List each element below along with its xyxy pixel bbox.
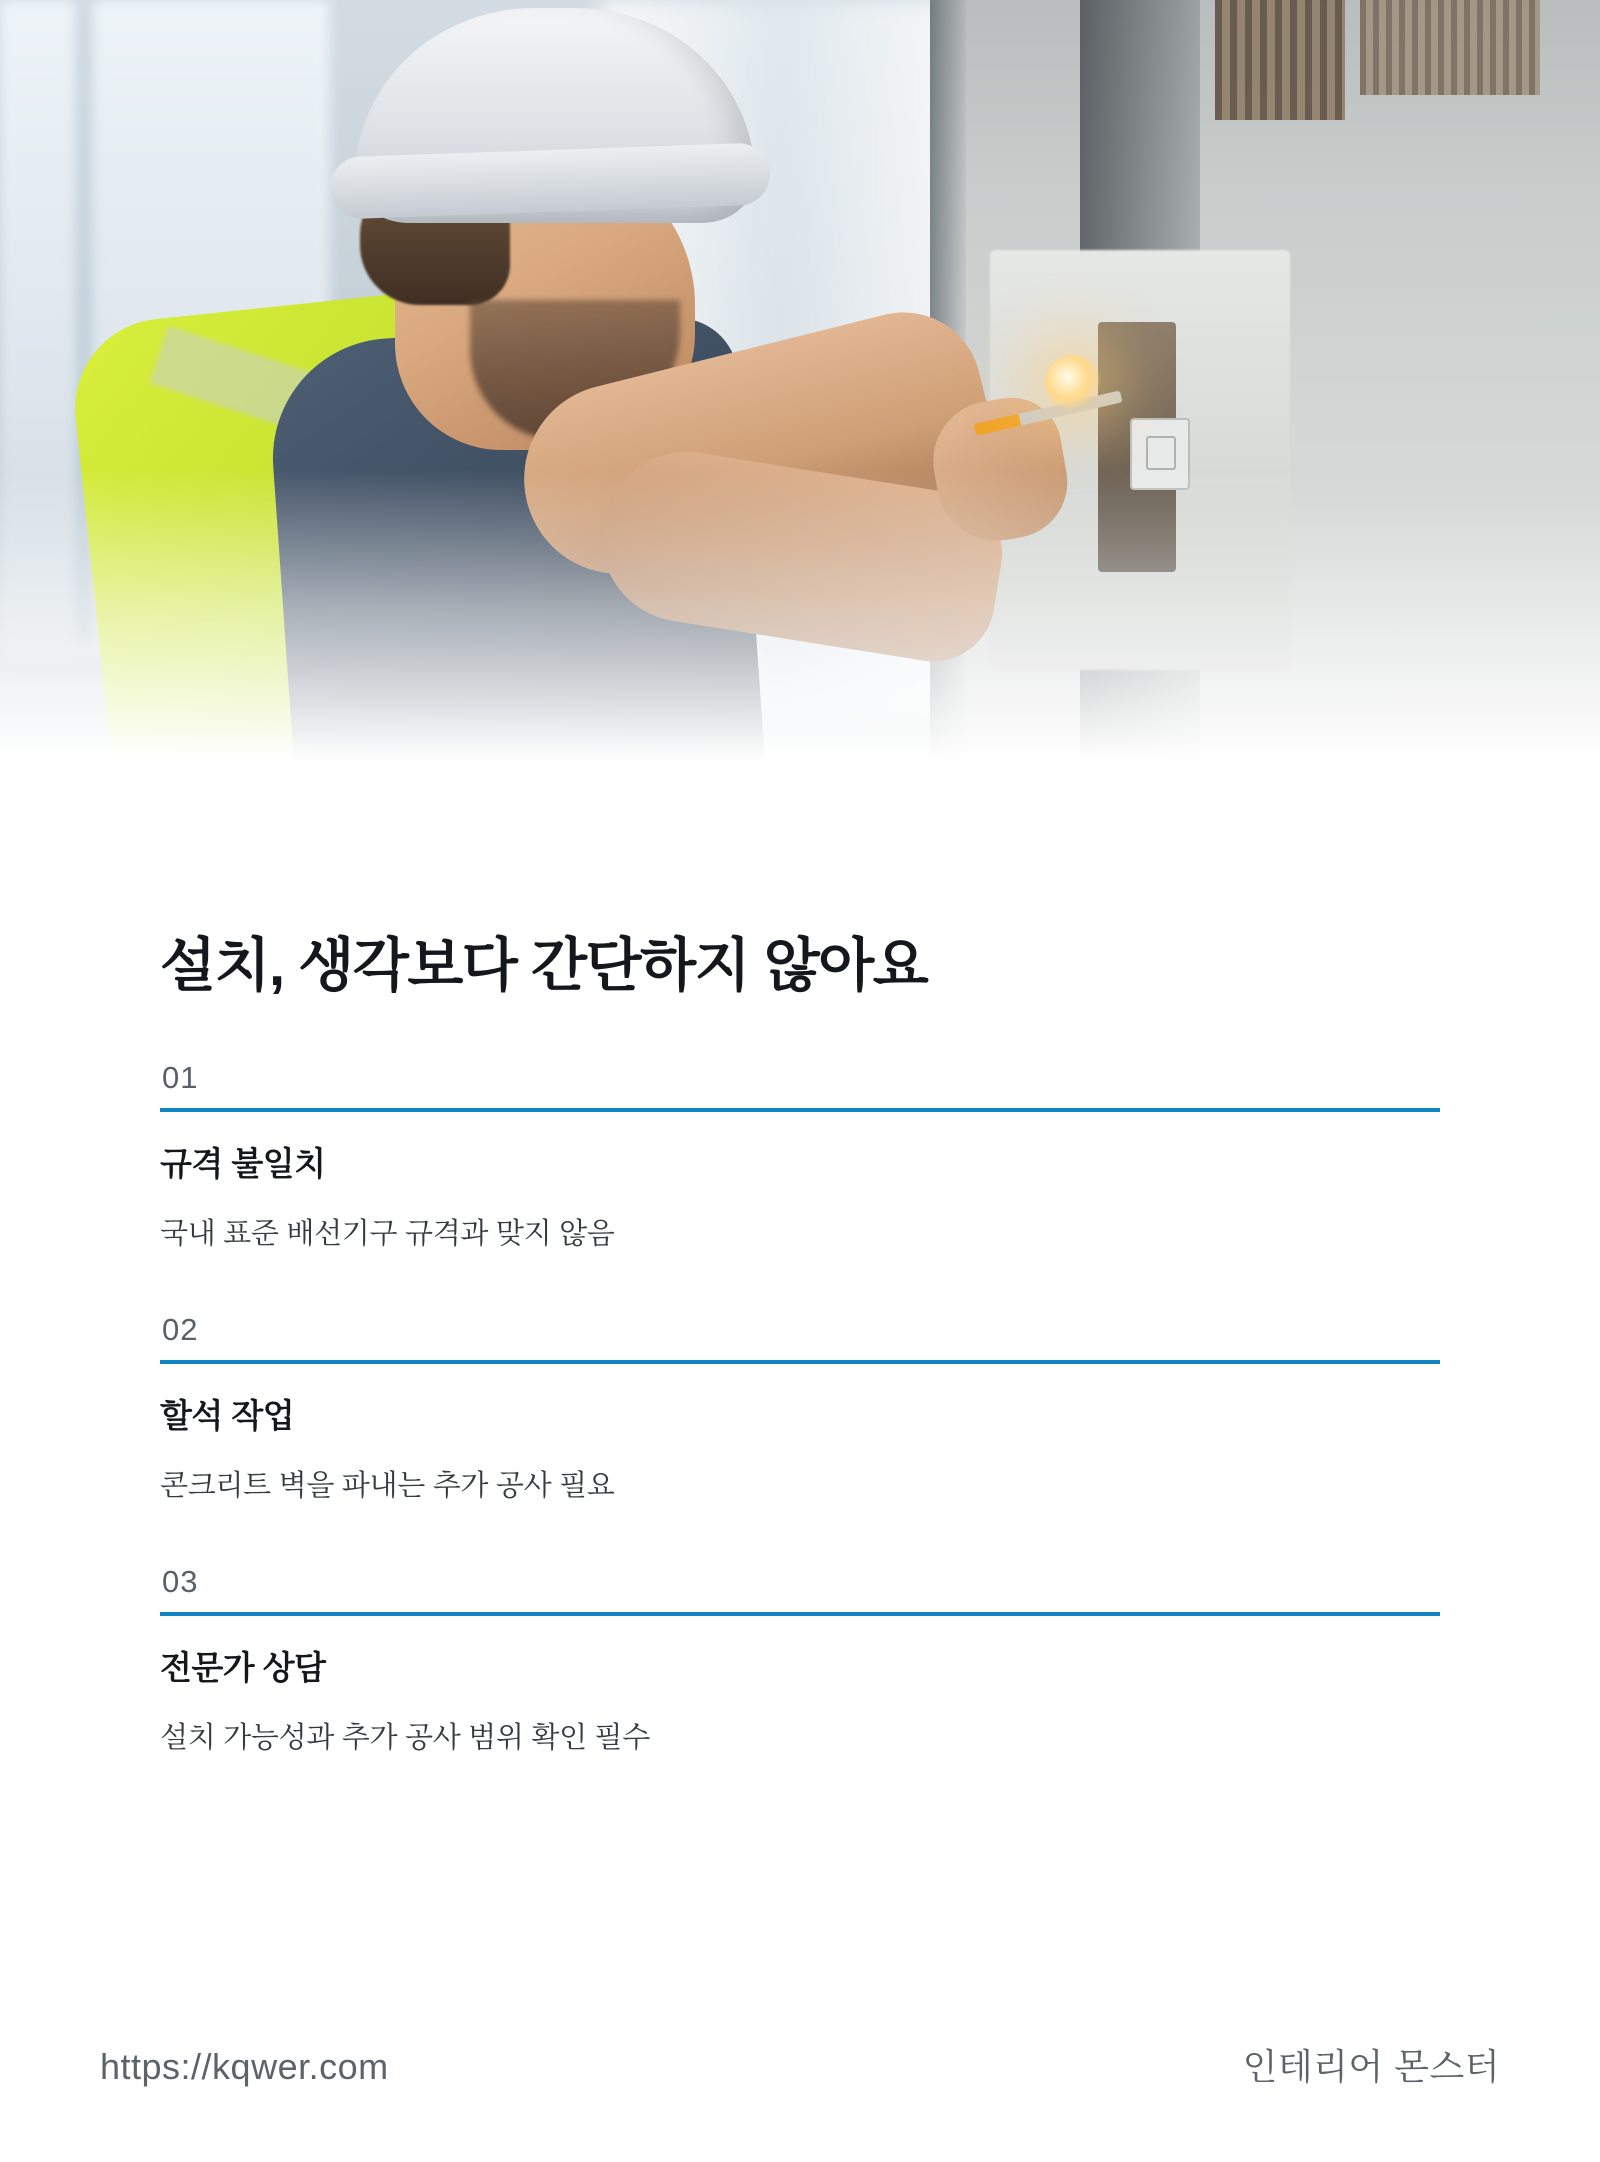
footer-brand: 인테리어 몬스터 <box>1242 2046 1500 2087</box>
item-number: 01 <box>162 1060 199 1095</box>
content-area <box>0 800 1600 1756</box>
page-title: 설치, 생각보다 간단하지 않아요 <box>160 933 928 998</box>
item-title: 규격 불일치 <box>160 1145 326 1182</box>
item-number: 03 <box>162 1564 199 1599</box>
item-description: 설치 가능성과 추가 공사 범위 확인 필수 <box>160 1722 650 1754</box>
hero-fade-overlay <box>0 470 1600 800</box>
footer <box>0 2039 1600 2090</box>
rebar-top-right <box>1360 0 1540 95</box>
item-number: 02 <box>162 1312 199 1347</box>
item-divider <box>160 1360 1440 1364</box>
hero-image <box>0 0 1600 800</box>
item-title: 전문가 상담 <box>160 1649 326 1686</box>
item-divider <box>160 1108 1440 1112</box>
item-title: 할석 작업 <box>160 1397 295 1434</box>
light-bulb-icon <box>1045 355 1101 411</box>
item-description: 국내 표준 배선기구 규격과 맞지 않음 <box>160 1218 615 1250</box>
rebar-top <box>1215 0 1345 120</box>
item-description: 콘크리트 벽을 파내는 추가 공사 필요 <box>160 1470 615 1502</box>
footer-url[interactable]: https://kqwer.com <box>100 2046 389 2087</box>
list-item <box>160 1060 1440 1252</box>
list-item <box>160 1312 1440 1504</box>
item-divider <box>160 1612 1440 1616</box>
list-item <box>160 1564 1440 1756</box>
